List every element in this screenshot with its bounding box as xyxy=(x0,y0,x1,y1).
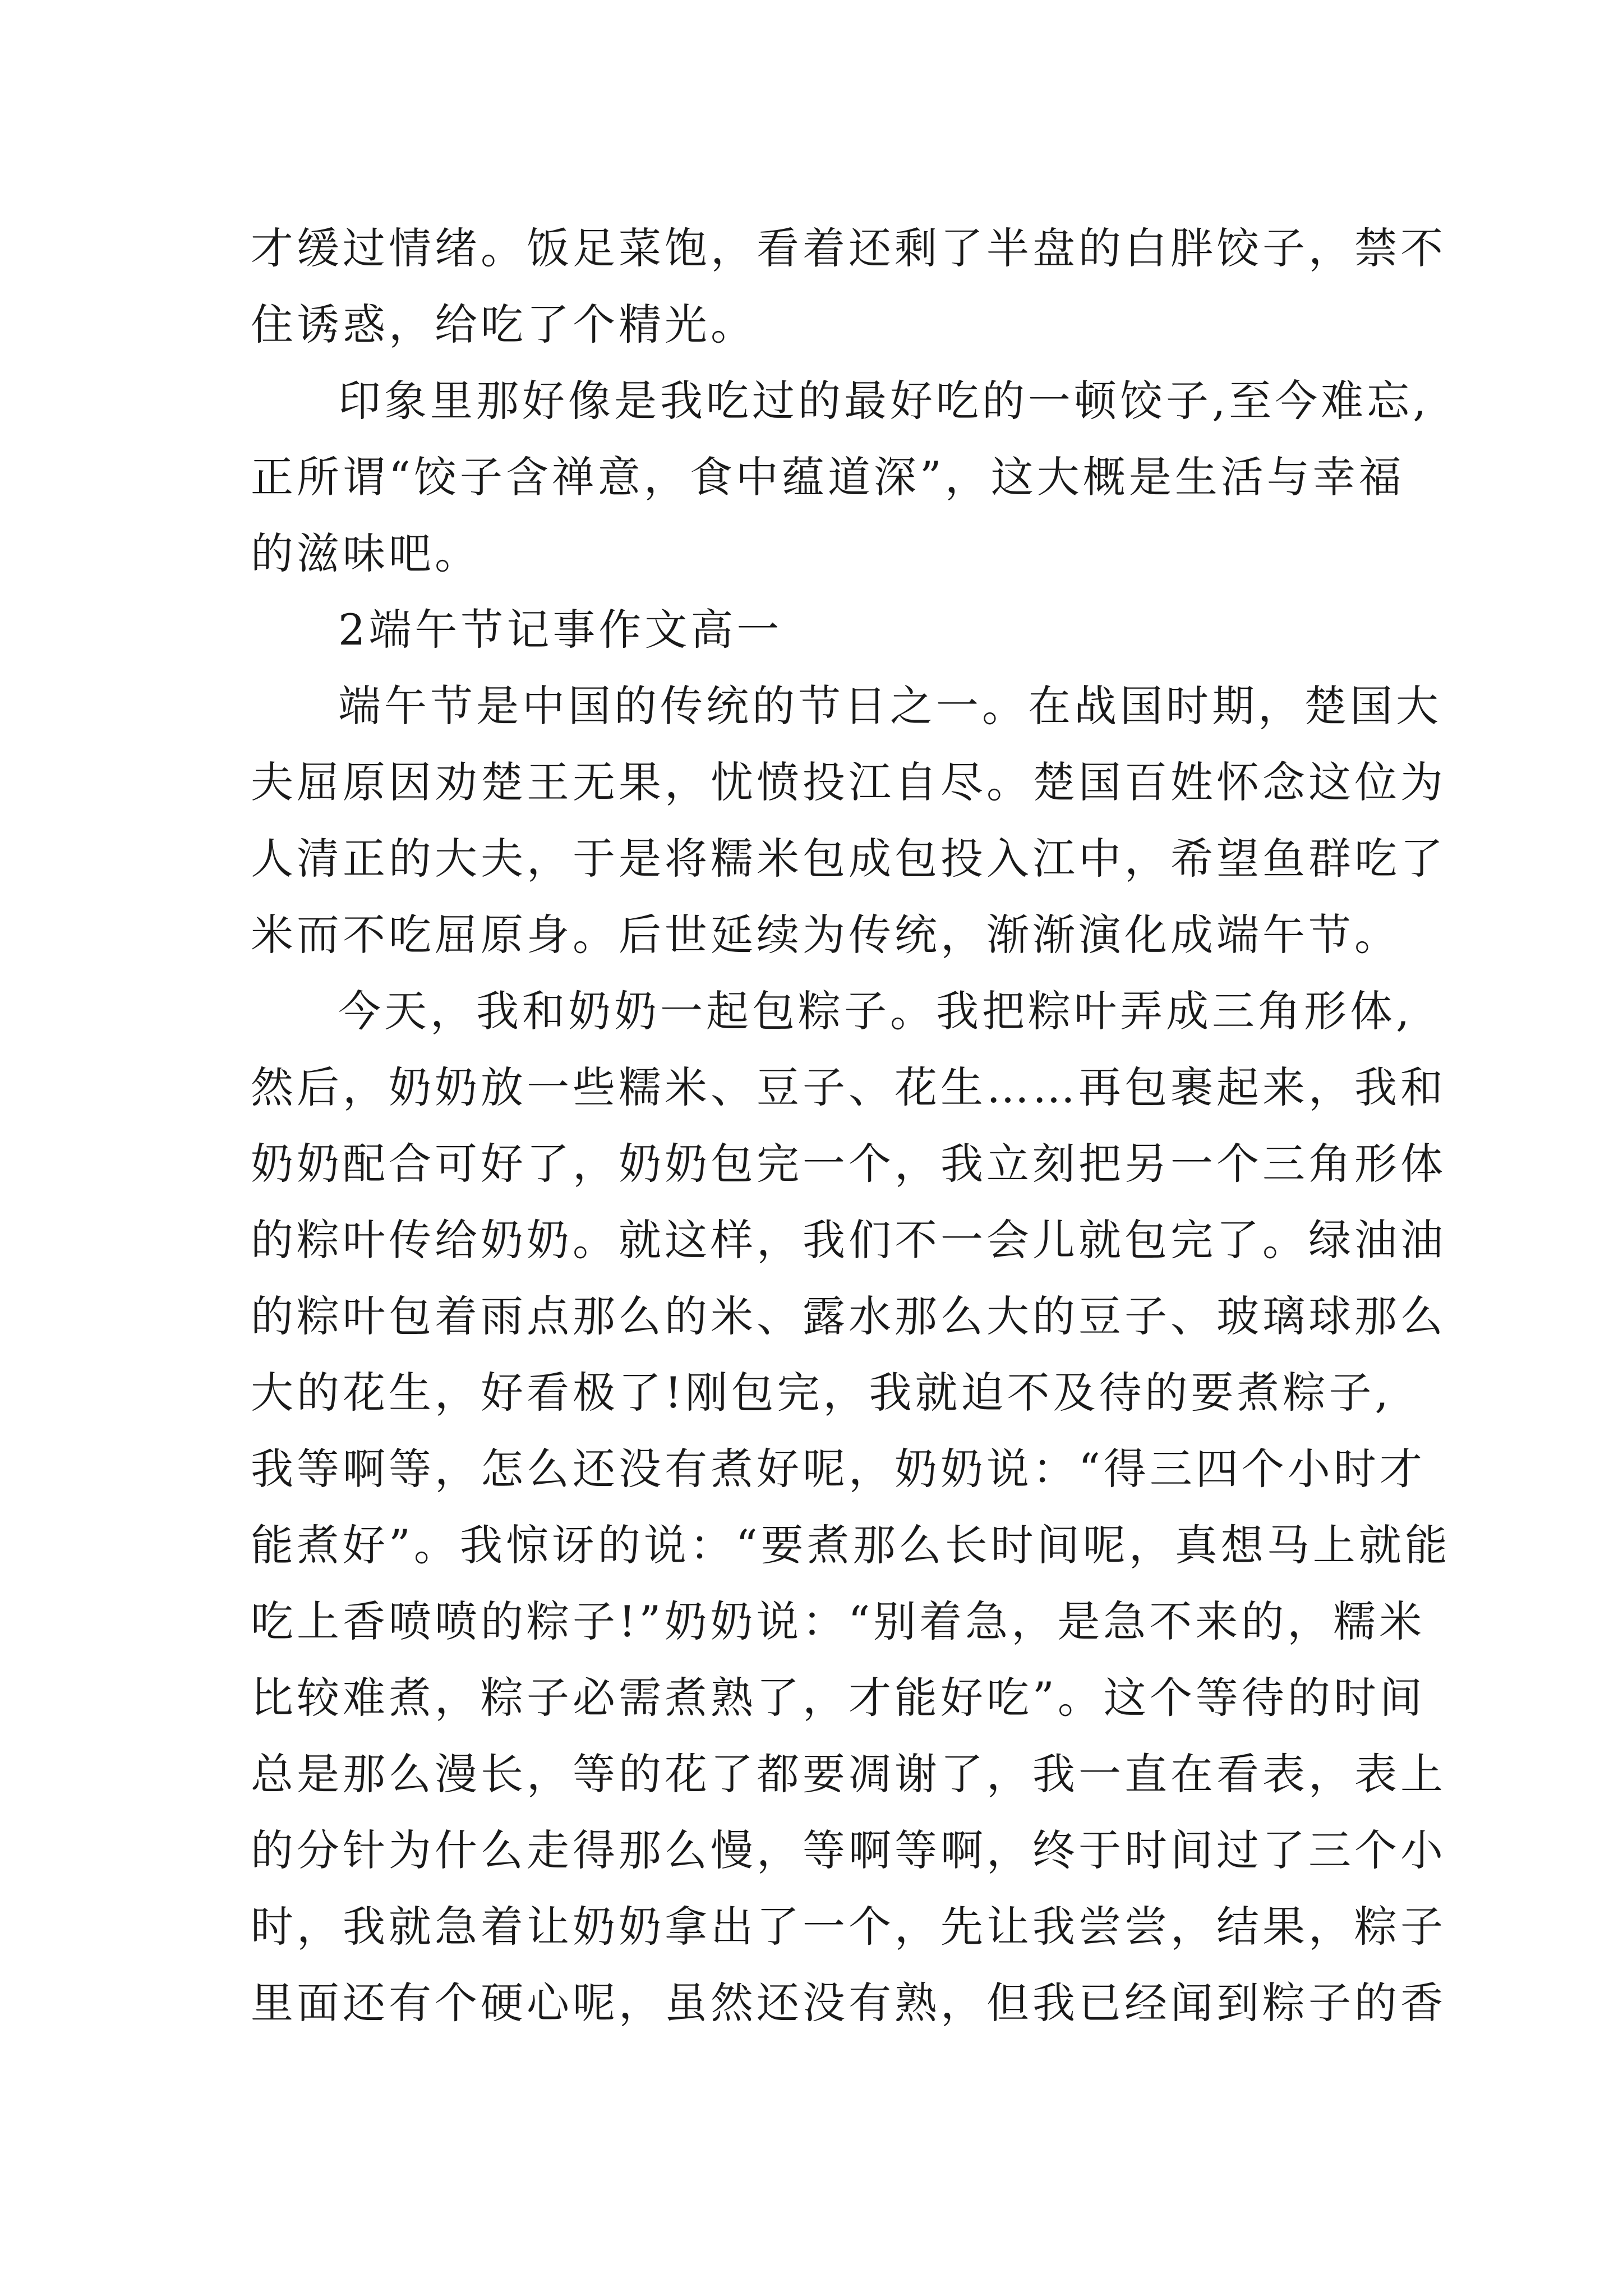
text-line: 才缓过情绪。饭足菜饱，看着还剩了半盘的白胖饺子，禁不 xyxy=(251,223,1446,273)
text-line: 2端午节记事作文高一 xyxy=(338,605,783,655)
text-line: 住诱惑，给吃了个精光。 xyxy=(251,300,757,349)
text-line: 能煮好”。我惊讶的说：“要煮那么长时间呢，真想马上就能 xyxy=(251,1520,1451,1570)
text-line: 总是那么漫长，等的花了都要凋谢了，我一直在看表，表上 xyxy=(251,1749,1446,1799)
text-line: 的粽叶传给奶奶。就这样，我们不一会儿就包完了。绿油油 xyxy=(251,1215,1446,1265)
text-line: 的分针为什么走得那么慢，等啊等啊，终于时间过了三个小 xyxy=(251,1825,1446,1875)
text-line: 端午节是中国的传统的节日之一。在战国时期，楚国大 xyxy=(338,681,1442,731)
text-line: 夫屈原因劝楚王无果，忧愤投江自尽。楚国百姓怀念这位为 xyxy=(251,757,1446,807)
text-line: 印象里那好像是我吃过的最好吃的一顿饺子,至今难忘, xyxy=(338,376,1430,426)
text-line: 的粽叶包着雨点那么的米、露水那么大的豆子、玻璃球那么 xyxy=(251,1291,1446,1341)
body-text xyxy=(251,210,1451,2041)
text-line: 吃上香喷喷的粽子!”奶奶说：“别着急，是急不来的，糯米 xyxy=(251,1596,1426,1646)
text-line: 然后，奶奶放一些糯米、豆子、花生……再包裹起来，我和 xyxy=(251,1062,1446,1112)
text-line: 米而不吃屈原身。后世延续为传统，渐渐演化成端午节。 xyxy=(251,910,1400,960)
text-line: 的滋味吧。 xyxy=(251,528,481,578)
text-line: 人清正的大夫，于是将糯米包成包投入江中，希望鱼群吃了 xyxy=(251,834,1446,884)
text-line: 大的花生，好看极了!刚包完，我就迫不及待的要煮粽子, xyxy=(251,1368,1392,1418)
text-line: 今天，我和奶奶一起包粽子。我把粽叶弄成三角形体, xyxy=(338,986,1413,1036)
text-line: 我等啊等，怎么还没有煮好呢，奶奶说：“得三四个小时才 xyxy=(251,1444,1426,1494)
text-line: 比较难煮，粽子必需煮熟了，才能好吃”。这个等待的时间 xyxy=(251,1673,1426,1723)
text-line: 里面还有个硬心呢，虽然还没有熟，但我已经闻到粽子的香 xyxy=(251,1978,1446,2028)
text-line: 时，我就急着让奶奶拿出了一个，先让我尝尝，结果，粽子 xyxy=(251,1902,1446,1952)
text-line: 正所谓“饺子含禅意，食中蕴道深”，这大概是生活与幸福 xyxy=(251,452,1405,502)
text-line: 奶奶配合可好了，奶奶包完一个，我立刻把另一个三角形体 xyxy=(251,1139,1446,1189)
